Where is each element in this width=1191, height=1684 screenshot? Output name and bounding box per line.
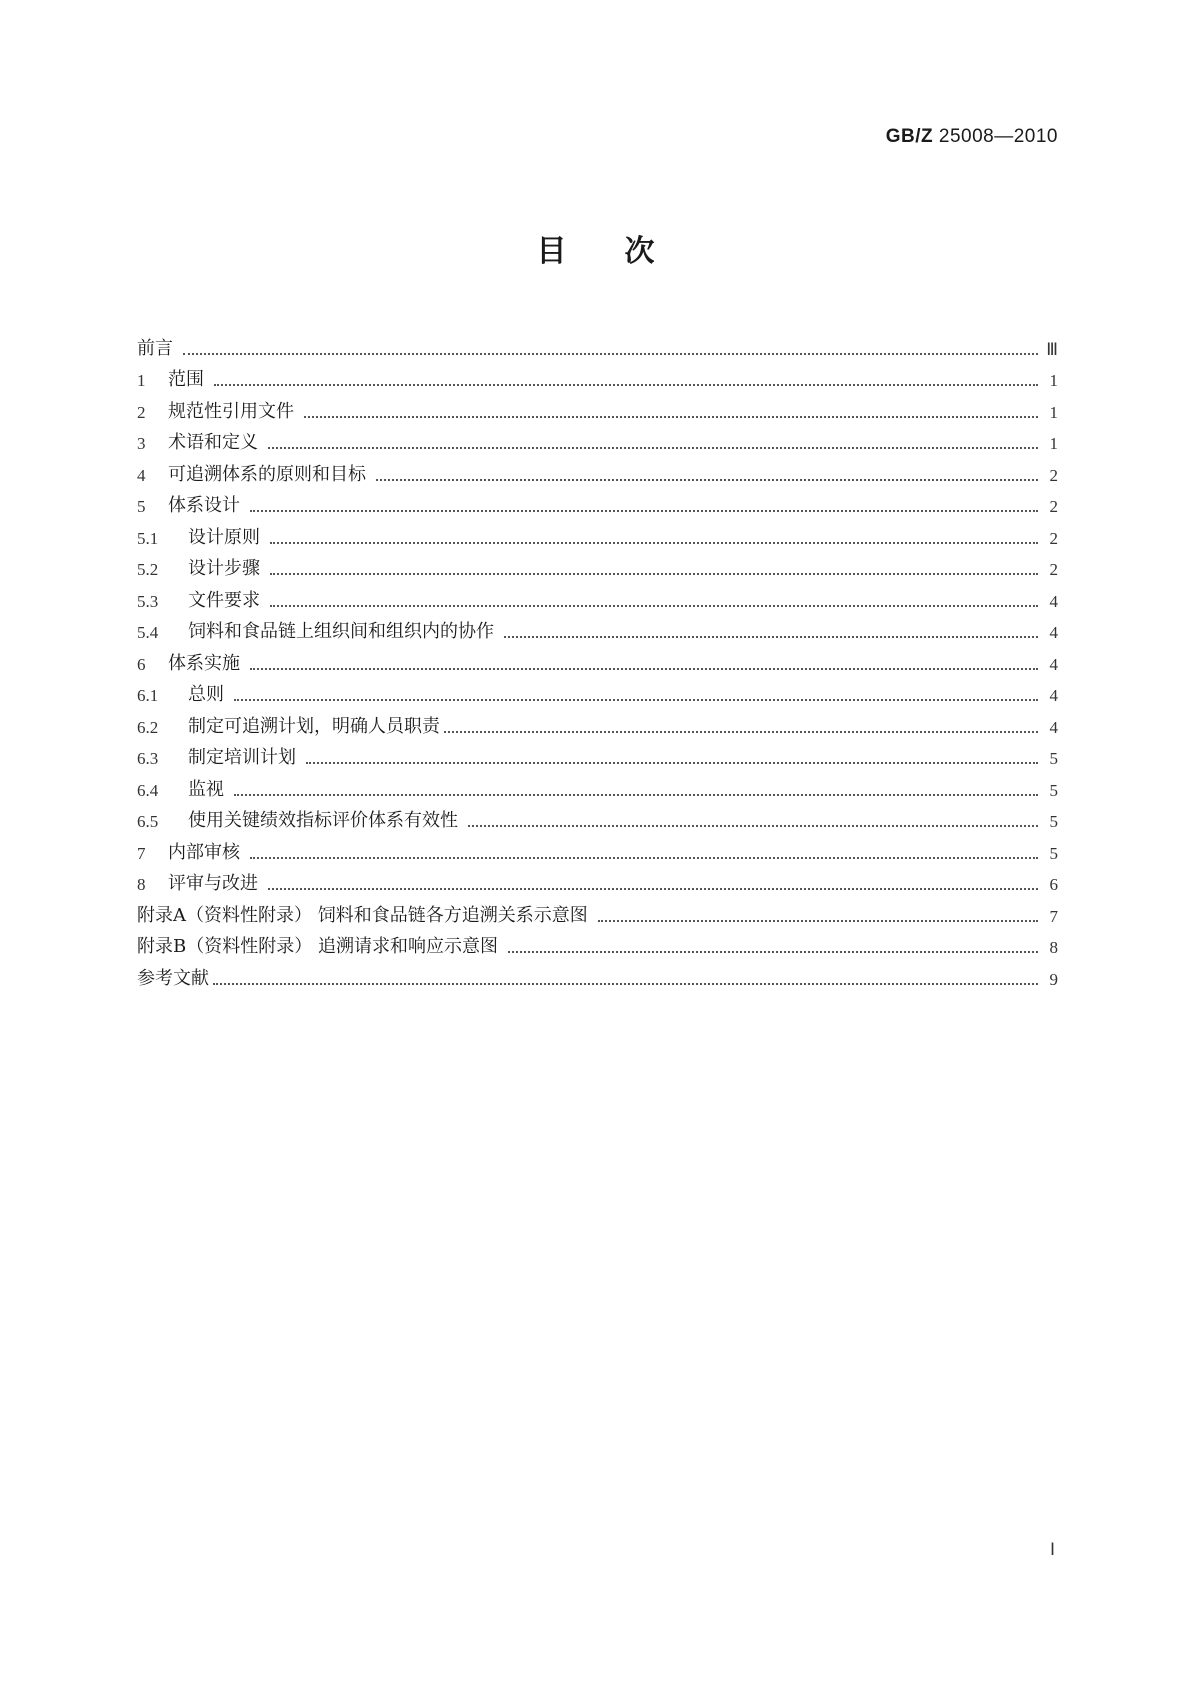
page-number: Ⅰ xyxy=(1049,1540,1055,1559)
toc-dot-leader xyxy=(270,605,1038,607)
toc-page-number: 2 xyxy=(1049,528,1058,548)
toc-entry-8[interactable] xyxy=(137,864,1058,896)
toc-page-number: 4 xyxy=(1049,591,1058,611)
toc-entry-6-2[interactable] xyxy=(137,706,1058,738)
toc-entry-4[interactable] xyxy=(137,454,1058,486)
toc-section-number: 4 xyxy=(137,465,146,485)
toc-section-number: 6.5 xyxy=(137,812,159,831)
toc-section-number: 5.3 xyxy=(137,591,159,611)
toc-entry-label: 监视 xyxy=(188,778,224,800)
toc-entry-bibliography[interactable] xyxy=(137,958,1058,990)
toc-page-number: 1 xyxy=(1049,371,1058,390)
toc-page-number: 2 xyxy=(1049,497,1058,516)
toc-dot-leader xyxy=(598,920,1038,922)
toc-dot-leader xyxy=(444,731,1038,733)
standard-code xyxy=(886,126,1058,148)
toc-entry-label: 饲料和食品链上组织间和组织内的协作 xyxy=(188,621,494,642)
toc-page-number: 5 xyxy=(1049,843,1058,863)
toc-entry-label: 文件要求 xyxy=(188,589,260,611)
toc-entry-label: 附录B（资料性附录） 追溯请求和响应示意图 xyxy=(137,936,498,957)
toc-section-number: 2 xyxy=(137,402,146,422)
toc-entry-5-2[interactable] xyxy=(137,549,1058,581)
standard-number: 25008—2010 xyxy=(938,126,1058,147)
toc-dot-leader xyxy=(214,384,1038,386)
toc-entry-1[interactable] xyxy=(137,360,1058,392)
toc-entry-3[interactable] xyxy=(137,423,1058,455)
toc-entry-5-3[interactable] xyxy=(137,580,1058,612)
toc-entry-label: 体系实施 xyxy=(168,652,240,674)
toc-page-number: 7 xyxy=(1049,906,1058,926)
toc-page-number: 8 xyxy=(1049,938,1058,957)
toc-dot-leader xyxy=(234,699,1038,701)
toc-entry-label: 前言 xyxy=(137,337,173,359)
toc-section-number: 6.3 xyxy=(137,749,159,768)
toc-dot-leader xyxy=(304,416,1038,418)
toc-section-number: 6.2 xyxy=(137,717,159,737)
toc-dot-leader xyxy=(468,825,1038,827)
toc-dot-leader xyxy=(213,983,1038,985)
toc-entry-label: 附录A（资料性附录） 饲料和食品链各方追溯关系示意图 xyxy=(137,904,588,926)
toc-page-number: 2 xyxy=(1049,560,1058,579)
toc-entry-label: 总则 xyxy=(188,684,224,705)
toc-entry-annex-b[interactable] xyxy=(137,927,1058,959)
toc-entry-5-4[interactable] xyxy=(137,612,1058,644)
toc-entry-label: 设计步骤 xyxy=(188,558,260,579)
toc-dot-leader xyxy=(376,479,1038,481)
toc-entry-label: 评审与改进 xyxy=(168,873,258,894)
toc-dot-leader xyxy=(183,353,1038,355)
toc-entry-label: 使用关键绩效指标评价体系有效性 xyxy=(188,810,458,831)
toc-page-number: 5 xyxy=(1049,812,1058,831)
toc-entry-label: 设计原则 xyxy=(188,526,260,548)
toc-section-number: 5.2 xyxy=(137,560,159,579)
toc-section-number: 6.4 xyxy=(137,780,159,800)
toc-dot-leader xyxy=(268,888,1038,890)
toc-entry-7[interactable] xyxy=(137,832,1058,864)
toc-page-number: 5 xyxy=(1049,749,1058,768)
toc-dot-leader xyxy=(504,636,1038,638)
toc-page-number: 1 xyxy=(1049,402,1058,422)
toc-entry-5-1[interactable] xyxy=(137,517,1058,549)
toc-page-number: 2 xyxy=(1049,465,1058,485)
toc-entry-2[interactable] xyxy=(137,391,1058,423)
toc-section-number: 7 xyxy=(137,843,146,863)
toc-page-number: 5 xyxy=(1049,780,1058,800)
toc-dot-leader xyxy=(234,794,1038,796)
toc-dot-leader xyxy=(270,542,1038,544)
toc-entry-5[interactable] xyxy=(137,486,1058,518)
toc-page-number: 4 xyxy=(1049,686,1058,705)
table-of-contents xyxy=(137,328,1058,990)
toc-dot-leader xyxy=(250,857,1038,859)
toc-dot-leader xyxy=(306,762,1038,764)
toc-section-number: 6.1 xyxy=(137,686,159,705)
toc-entry-label: 内部审核 xyxy=(168,841,240,863)
toc-entry-6-3[interactable] xyxy=(137,738,1058,770)
toc-page-number: 1 xyxy=(1049,434,1058,453)
toc-page-number: 4 xyxy=(1049,717,1058,737)
toc-entry-foreword[interactable] xyxy=(137,328,1058,360)
toc-entry-6-5[interactable] xyxy=(137,801,1058,833)
toc-entry-6-4[interactable] xyxy=(137,769,1058,801)
toc-page-number: 4 xyxy=(1049,654,1058,674)
toc-entry-label: 参考文献 xyxy=(137,967,209,989)
toc-dot-leader xyxy=(250,510,1038,512)
toc-section-number: 5 xyxy=(137,497,146,516)
toc-entry-label: 制定可追溯计划，明确人员职责 xyxy=(188,715,440,737)
toc-entry-6[interactable] xyxy=(137,643,1058,675)
toc-entry-label: 术语和定义 xyxy=(168,432,258,453)
toc-page-number: 9 xyxy=(1049,969,1058,989)
toc-section-number: 8 xyxy=(137,875,146,894)
toc-entry-label: 范围 xyxy=(168,369,204,390)
standard-prefix: GB/Z xyxy=(885,126,934,147)
toc-dot-leader xyxy=(270,573,1038,575)
toc-entry-label: 制定培训计划 xyxy=(188,747,296,768)
toc-dot-leader xyxy=(268,447,1038,449)
toc-dot-leader xyxy=(250,668,1038,670)
toc-dot-leader xyxy=(508,951,1038,953)
toc-section-number: 5.4 xyxy=(137,623,159,642)
toc-section-number: 5.1 xyxy=(137,528,159,548)
toc-page-number: 4 xyxy=(1049,623,1058,642)
toc-section-number: 6 xyxy=(137,654,146,674)
toc-section-number: 3 xyxy=(137,434,146,453)
toc-page-number: 6 xyxy=(1049,875,1058,894)
page-title: 目次 xyxy=(536,234,713,269)
toc-entry-6-1[interactable] xyxy=(137,675,1058,707)
toc-entry-annex-a[interactable] xyxy=(137,895,1058,927)
toc-section-number: 1 xyxy=(137,371,146,390)
toc-entry-label: 可追溯体系的原则和目标 xyxy=(168,463,366,485)
toc-page-number: Ⅲ xyxy=(1046,339,1058,359)
toc-entry-label: 规范性引用文件 xyxy=(168,400,294,422)
toc-entry-label: 体系设计 xyxy=(168,495,240,516)
